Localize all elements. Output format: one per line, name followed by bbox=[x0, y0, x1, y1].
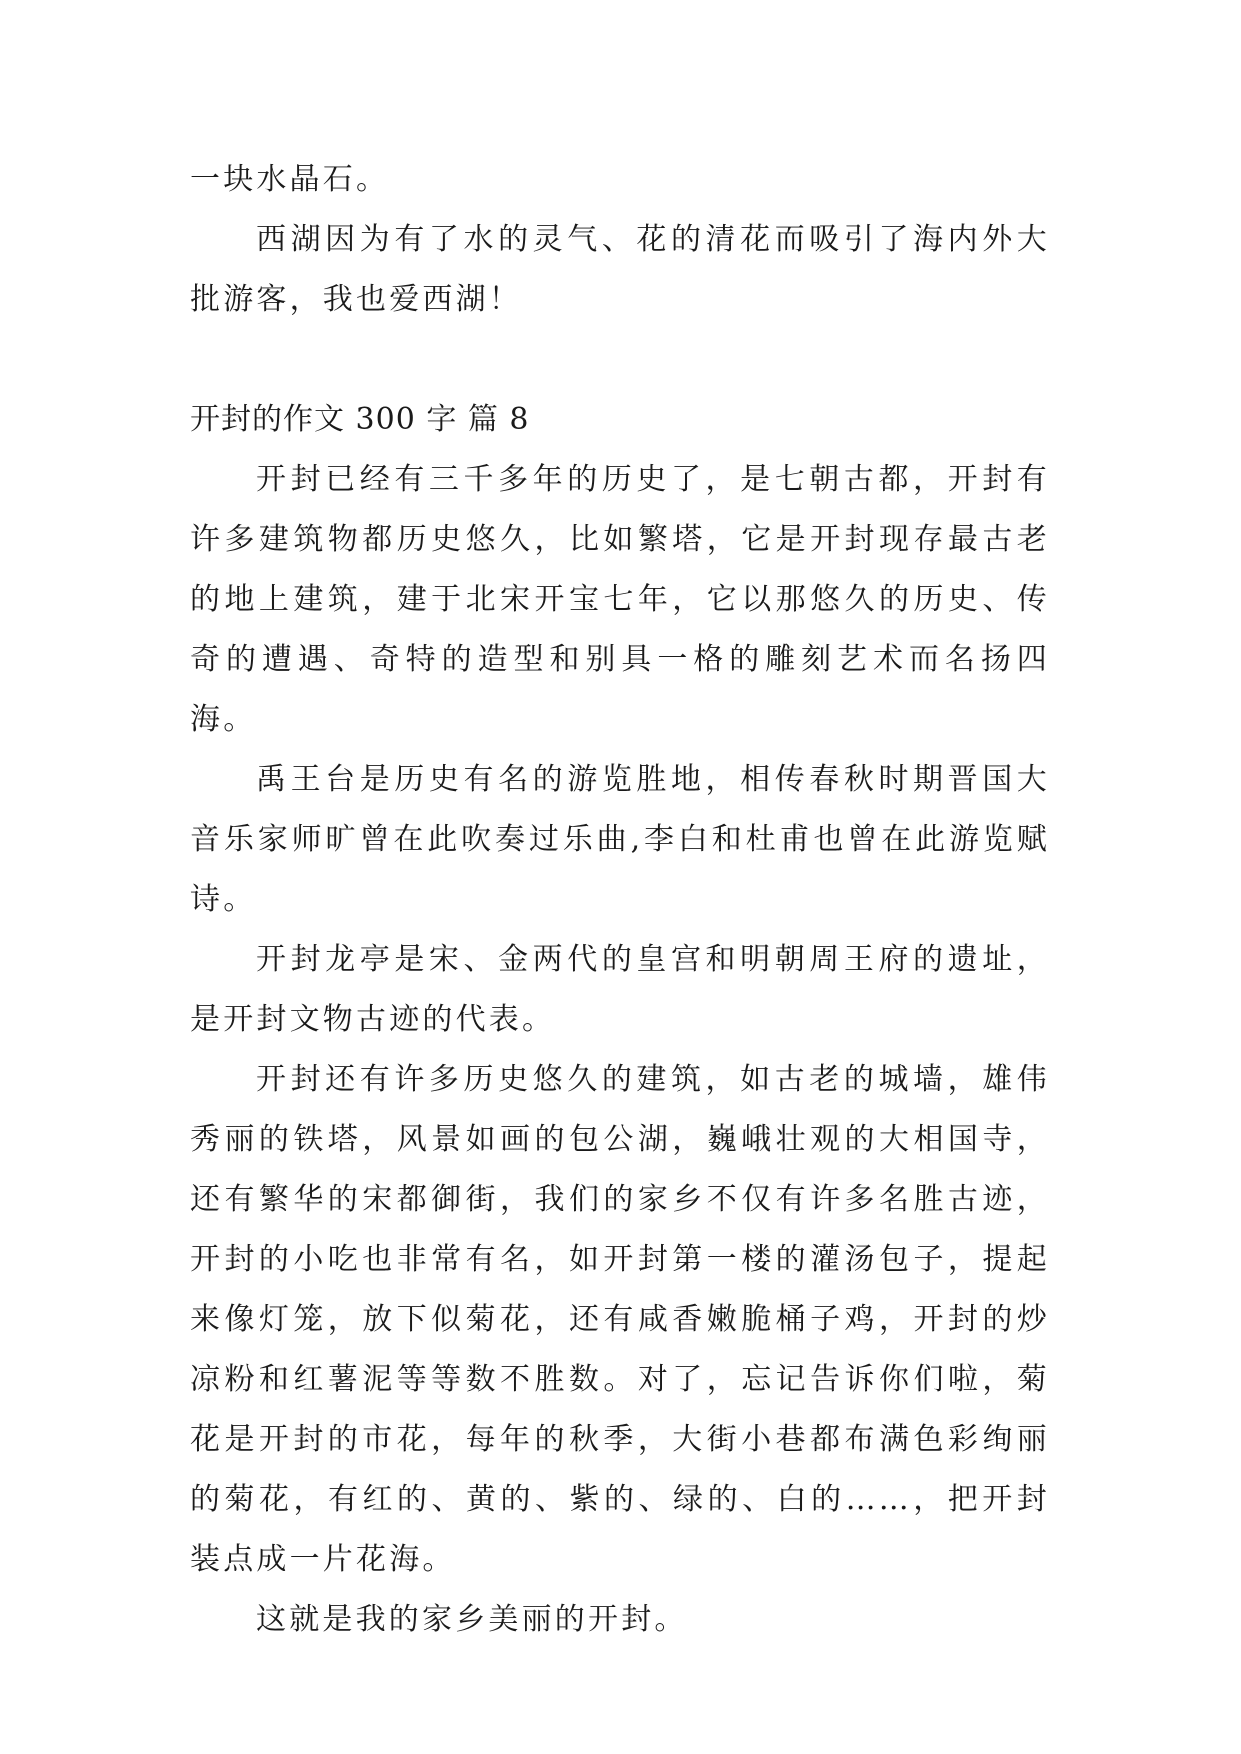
paragraph-west-lake: 西湖因为有了水的灵气、花的清花而吸引了海内外大批游客，我也爱西湖！ bbox=[190, 222, 1050, 317]
document-page bbox=[190, 150, 1050, 1650]
paragraph-conclusion: 这就是我的家乡美丽的开封。 bbox=[256, 1602, 688, 1637]
paragraph-continuation: 一块水晶石。 bbox=[190, 162, 390, 197]
paragraph-longting: 开封龙亭是宋、金两代的皇宫和明朝周王府的遗址，是开封文物古迹的代表。 bbox=[190, 942, 1050, 1037]
paragraph-buildings-food: 开封还有许多历史悠久的建筑，如古老的城墙，雄伟秀丽的铁塔，风景如画的包公湖，巍峨壮观的大相国寺，还有繁华的宋都御街，我们的家乡不仅有许多名胜古迹，开封的小吃也非常有名，如开封第一楼的灌汤包子，提起来像灯笼，放下似菊花，还有咸香嫩脆桶子鸡，开封的炒凉粉和红薯泥等等数不胜数。对了，忘记告诉你们啦，菊花是开封的市花，每年的秋季，大街小巷都布满色彩绚丽的菊花，有红的、黄的、紫的、绿的、白的……，把开封装点成一片花海。 bbox=[190, 1062, 1050, 1577]
section-title: 开封的作文 300 字 篇 8 bbox=[190, 402, 530, 437]
paragraph-yuwangtai: 禹王台是历史有名的游览胜地，相传春秋时期晋国大音乐家师旷曾在此吹奏过乐曲,李白和杜甫也曾在此游览赋诗。 bbox=[190, 762, 1050, 917]
paragraph-history: 开封已经有三千多年的历史了，是七朝古都，开封有许多建筑物都历史悠久，比如繁塔，它是开封现存最古老的地上建筑，建于北宋开宝七年，它以那悠久的历史、传奇的遭遇、奇特的造型和别具一格的雕刻艺术而名扬四海。 bbox=[190, 462, 1050, 737]
